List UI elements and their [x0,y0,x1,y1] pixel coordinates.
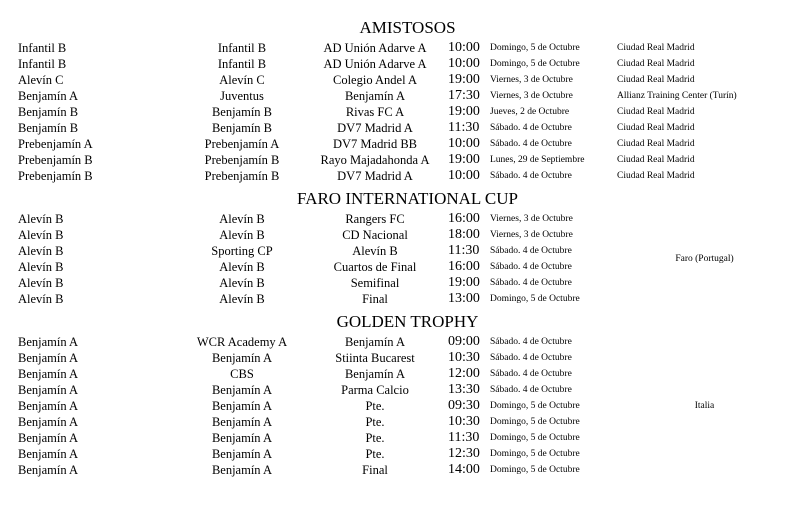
date-cell: Sábado. 4 de Octubre [490,337,572,347]
time-cell: 09:30 [448,398,480,413]
team-cell: Benjamín A [18,383,79,397]
time-cell: 09:00 [448,334,480,349]
time-cell: 10:00 [448,168,480,183]
date-cell: Sábado. 4 de Octubre [490,139,572,149]
home-cell: Alevín B [219,228,265,242]
table-row [0,334,785,350]
time-cell: 11:30 [448,430,480,445]
table-row [0,72,785,88]
date-cell: Domingo, 5 de Octubre [490,294,580,304]
team-cell: Benjamín A [18,463,79,477]
date-cell: Viernes, 3 de Octubre [490,75,573,85]
home-cell: Alevín B [219,292,265,306]
team-cell: Alevín B [18,228,64,242]
team-cell: Infantil B [18,57,67,71]
home-cell: Prebenjamín B [204,169,280,183]
home-cell: Benjamín A [211,383,273,397]
away-cell: CD Nacional [342,228,408,242]
table-row [0,168,785,184]
time-cell: 18:00 [448,227,480,242]
venue-cell: Allianz Training Center (Turín) [617,91,737,101]
table-row [0,152,785,168]
time-cell: 19:00 [448,275,480,290]
time-cell: 19:00 [448,72,480,87]
away-cell: Parma Calcio [341,383,409,397]
team-cell: Benjamín B [18,121,79,135]
date-cell: Domingo, 5 de Octubre [490,401,580,411]
home-cell: Benjamín A [211,415,273,429]
home-cell: Alevín B [219,260,265,274]
time-cell: 10:30 [448,414,480,429]
venue-cell: Ciudad Real Madrid [617,59,695,69]
date-cell: Domingo, 5 de Octubre [490,59,580,69]
away-cell: Rivas FC A [345,105,405,119]
date-cell: Viernes, 3 de Octubre [490,91,573,101]
venue-cell: Ciudad Real Madrid [617,107,695,117]
table-row [0,291,785,307]
table-row [0,446,785,462]
time-cell: 11:30 [448,120,480,135]
time-cell: 12:00 [448,366,480,381]
team-cell: Benjamín A [18,335,79,349]
date-cell: Viernes, 3 de Octubre [490,214,573,224]
date-cell: Domingo, 5 de Octubre [490,465,580,475]
time-cell: 11:30 [448,243,480,258]
away-cell: Colegio Andel A [332,73,418,87]
date-cell: Sábado. 4 de Octubre [490,171,572,181]
venue-cell: Ciudad Real Madrid [617,155,695,165]
away-cell: Stiinta Bucarest [335,351,415,365]
away-cell: AD Unión Adarve A [323,41,427,55]
team-cell: Benjamín A [18,415,79,429]
team-cell: Prebenjamín A [18,137,93,151]
table-row [0,227,785,243]
home-cell: Prebenjamín B [204,153,280,167]
time-cell: 16:00 [448,259,480,274]
home-cell: Benjamín A [211,399,273,413]
time-cell: 17:30 [448,88,480,103]
time-cell: 10:30 [448,350,480,365]
date-cell: Sábado. 4 de Octubre [490,262,572,272]
venue-cell: Ciudad Real Madrid [617,139,695,149]
section-title-amistosos: AMISTOSOS [359,18,456,37]
team-cell: Alevín C [18,73,64,87]
team-cell: Prebenjamín B [18,153,93,167]
table-row [0,382,785,398]
table-row [0,462,785,478]
home-cell: CBS [230,367,254,381]
venue-cell: Ciudad Real Madrid [617,171,695,181]
date-cell: Sábado. 4 de Octubre [490,278,572,288]
away-cell: Alevín B [352,244,398,258]
venue-cell-merged: Faro (Portugal) [675,254,734,264]
home-cell: Infantil B [217,57,267,71]
home-cell: Benjamín A [211,351,273,365]
home-cell: Prebenjamín A [204,137,280,151]
home-cell: Juventus [220,89,264,103]
home-cell: Benjamín B [211,105,273,119]
home-cell: Benjamín A [211,447,273,461]
table-row [0,56,785,72]
team-cell: Alevín B [18,260,64,274]
date-cell: Viernes, 3 de Octubre [490,230,573,240]
home-cell: Benjamín A [211,431,273,445]
table-row [0,350,785,366]
away-cell: Semifinal [350,276,400,290]
away-cell: Rangers FC [345,212,405,226]
team-cell: Benjamín A [18,367,79,381]
team-cell: Benjamín A [18,431,79,445]
venue-cell: Ciudad Real Madrid [617,123,695,133]
time-cell: 19:00 [448,152,480,167]
away-cell: Benjamín A [344,335,406,349]
away-cell: Pte. [365,415,385,429]
away-cell: Benjamín A [344,367,406,381]
team-cell: Alevín B [18,244,64,258]
time-cell: 19:00 [448,104,480,119]
table-row [0,414,785,430]
venue-cell: Ciudad Real Madrid [617,43,695,53]
date-cell: Domingo, 5 de Octubre [490,433,580,443]
time-cell: 10:00 [448,136,480,151]
home-cell: Benjamín A [211,463,273,477]
table-row [0,366,785,382]
team-cell: Benjamín A [18,447,79,461]
away-cell: Final [362,463,388,477]
table-row [0,211,785,227]
away-cell: DV7 Madrid A [337,169,413,183]
table-row [0,430,785,446]
date-cell: Domingo, 5 de Octubre [490,43,580,53]
team-cell: Benjamín A [18,89,79,103]
away-cell: Rayo Majadahonda A [320,153,430,167]
time-cell: 13:30 [448,382,480,397]
table-row [0,136,785,152]
home-cell: WCR Academy A [196,335,288,349]
team-cell: Alevín B [18,212,64,226]
away-cell: Pte. [365,399,385,413]
time-cell: 13:00 [448,291,480,306]
team-cell: Benjamín A [18,399,79,413]
time-cell: 14:00 [448,462,480,477]
table-row [0,104,785,120]
time-cell: 16:00 [448,211,480,226]
date-cell: Sábado. 4 de Octubre [490,123,572,133]
away-cell: Benjamín A [344,89,406,103]
section-title-faro-cup: FARO INTERNATIONAL CUP [297,189,518,208]
away-cell: AD Unión Adarve A [323,57,427,71]
time-cell: 10:00 [448,56,480,71]
home-cell: Alevín B [219,276,265,290]
home-cell: Benjamín B [211,121,273,135]
venue-cell-merged: Italia [694,401,715,411]
date-cell: Lunes, 29 de Septiembre [490,155,585,165]
away-cell: Pte. [365,431,385,445]
date-cell: Sábado. 4 de Octubre [490,369,572,379]
home-cell: Alevín C [219,73,265,87]
home-cell: Infantil B [217,41,267,55]
date-cell: Jueves, 2 de Octubre [490,107,570,117]
home-cell: Alevín B [219,212,265,226]
away-cell: Cuartos de Final [333,260,417,274]
table-row [0,40,785,56]
away-cell: DV7 Madrid A [337,121,413,135]
date-cell: Domingo, 5 de Octubre [490,417,580,427]
team-cell: Benjamín A [18,351,79,365]
section-title-golden-trophy: GOLDEN TROPHY [336,312,479,331]
table-row [0,120,785,136]
away-cell: Pte. [365,447,385,461]
date-cell: Sábado. 4 de Octubre [490,385,572,395]
team-cell: Benjamín B [18,105,79,119]
away-cell: Final [362,292,388,306]
home-cell: Sporting CP [211,244,273,258]
table-row [0,88,785,104]
team-cell: Prebenjamín B [18,169,93,183]
date-cell: Domingo, 5 de Octubre [490,449,580,459]
table-row [0,275,785,291]
away-cell: DV7 Madrid BB [332,137,418,151]
venue-cell: Ciudad Real Madrid [617,75,695,85]
team-cell: Alevín B [18,276,64,290]
time-cell: 10:00 [448,40,480,55]
date-cell: Sábado. 4 de Octubre [490,246,572,256]
time-cell: 12:30 [448,446,480,461]
team-cell: Alevín B [18,292,64,306]
date-cell: Sábado. 4 de Octubre [490,353,572,363]
team-cell: Infantil B [18,41,67,55]
